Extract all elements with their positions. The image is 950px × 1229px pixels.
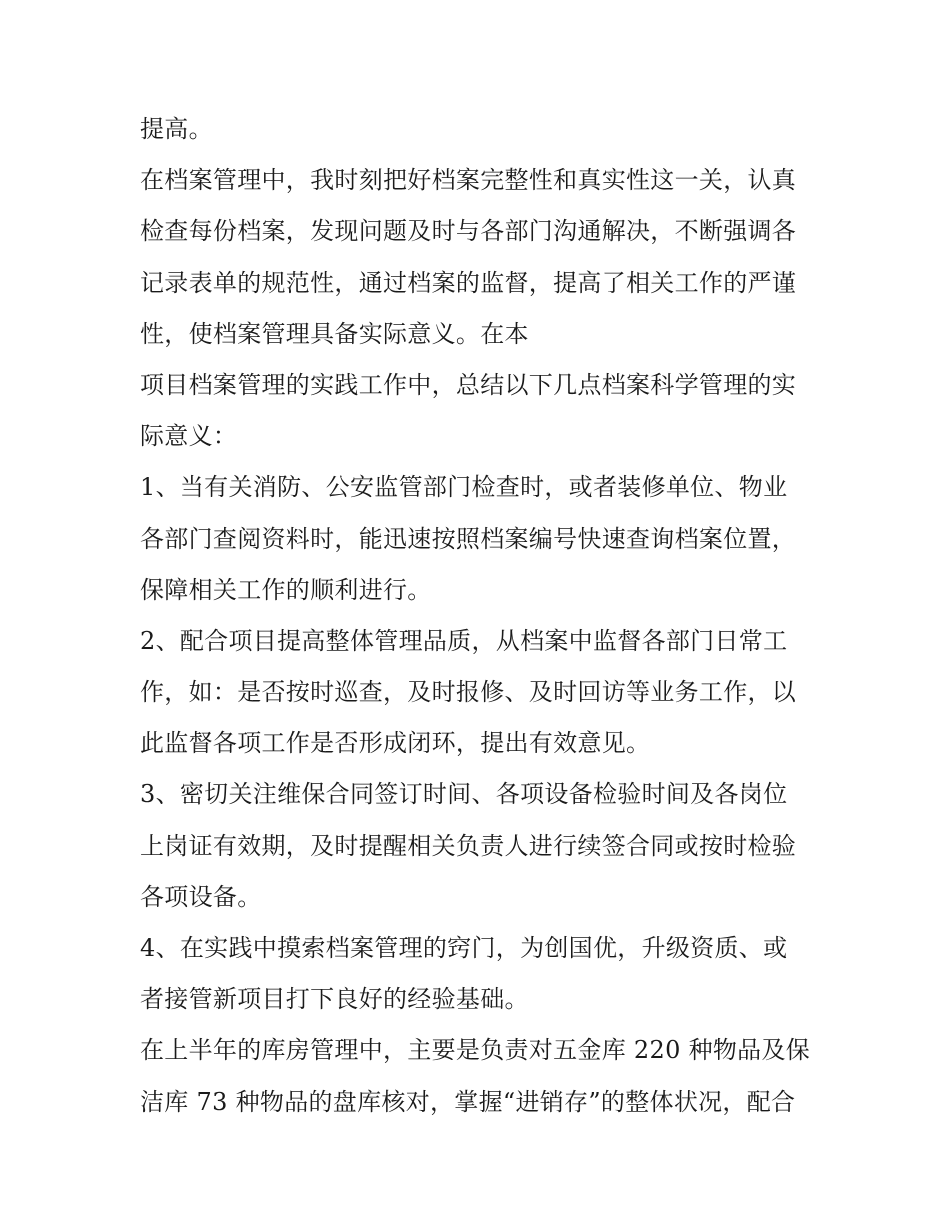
text-line-19: 在上半年的库房管理中，主要是负责对五金库 220 种物品及保 <box>140 1036 811 1065</box>
text-line-8: 1、当有关消防、公安监管部门检查时，或者装修单位、物业 <box>140 473 788 502</box>
text-line-13: 此监督各项工作是否形成闭环，提出有效意见。 <box>140 729 651 758</box>
text-line-18: 者接管新项目打下良好的经验基础。 <box>140 985 529 1014</box>
text-line-3: 检查每份档案，发现问题及时与各部门沟通解决，不断强调各 <box>140 217 797 246</box>
text-line-2: 在档案管理中，我时刻把好档案完整性和真实性这一关，认真 <box>140 166 797 195</box>
text-line-16: 各项设备。 <box>140 882 262 911</box>
text-line-1: 提高。 <box>140 115 213 143</box>
text-line-4: 记录表单的规范性，通过档案的监督，提高了相关工作的严谨 <box>140 268 797 297</box>
text-line-14: 3、密切关注维保合同签订时间、各项设备检验时间及各岗位 <box>140 780 788 809</box>
text-line-6: 项目档案管理的实践工作中，总结以下几点档案科学管理的实 <box>140 370 797 399</box>
text-line-17: 4、在实践中摸索档案管理的窍门，为创国优，升级资质、或 <box>140 934 788 962</box>
text-line-7: 际意义： <box>140 422 238 451</box>
text-line-11: 2、配合项目提高整体管理品质，从档案中监督各部门日常工 <box>140 626 788 655</box>
text-line-12: 作，如：是否按时巡查，及时报修、及时回访等业务工作，以 <box>140 678 797 707</box>
text-line-20: 洁库 73 种物品的盘库核对，掌握“进销存”的整体状况，配合 <box>140 1087 796 1116</box>
text-line-5: 性，使档案管理具备实际意义。在本 <box>140 319 529 348</box>
text-line-10: 保障相关工作的顺利进行。 <box>140 575 432 604</box>
document-body <box>140 104 820 1128</box>
text-line-9: 各部门查阅资料时，能迅速按照档案编号快速查询档案位置， <box>140 524 797 553</box>
text-line-15: 上岗证有效期，及时提醒相关负责人进行续签合同或按时检验 <box>140 831 797 860</box>
